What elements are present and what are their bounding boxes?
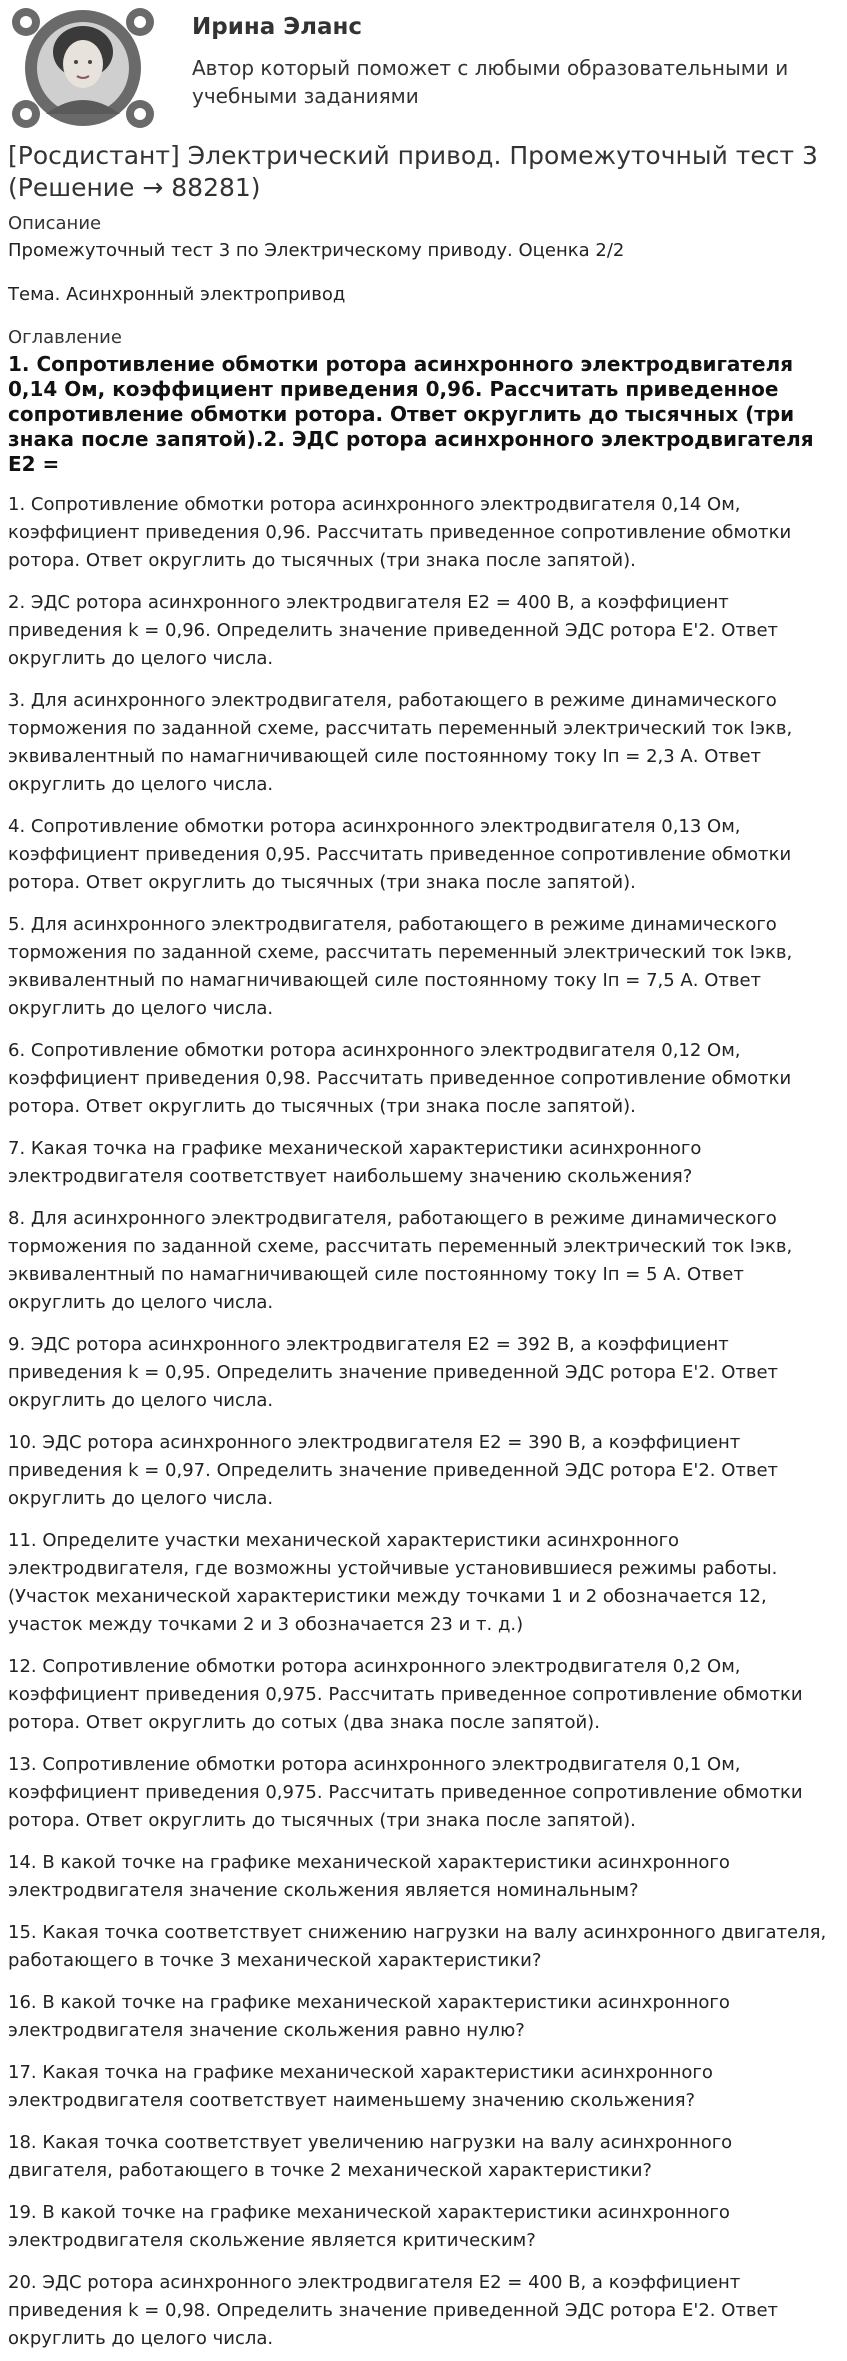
author-name[interactable]: Ирина Эланс	[192, 14, 363, 40]
question-item: 15. Какая точка соответствует снижению нагрузки на валу асинхронного двигателя, работающего в точке 3 механической характеристики?	[8, 1922, 827, 1971]
question-item: 4. Сопротивление обмотки ротора асинхронного электродвигателя 0,13 Ом, коэффициент приведения 0,95. Рассчитать приведенное сопротивление обмотки ротора. Ответ округлить до тысячных (три знака после запятой).	[8, 816, 792, 893]
question-item: 9. ЭДС ротора асинхронного электродвигателя Е2 = 392 В, а коэффициент приведения k = 0,95. Определить значение приведенной ЭДС ротора Е'2. Ответ округлить до целого числа.	[8, 1334, 779, 1411]
avatar-image	[10, 6, 156, 130]
document-content	[8, 140, 838, 2361]
question-item: 16. В какой точке на графике механической характеристики асинхронного электродвигателя значение скольжения равно нулю?	[8, 1992, 730, 2041]
question-item: 18. Какая точка соответствует увеличению нагрузки на валу асинхронного двигателя, работающего в точке 2 механической характеристики?	[8, 2132, 733, 2181]
question-item: 6. Сопротивление обмотки ротора асинхронного электродвигателя 0,12 Ом, коэффициент приведения 0,98. Рассчитать приведенное сопротивление обмотки ротора. Ответ округлить до тысячных (три знака после запятой).	[8, 1040, 792, 1117]
question-item: 10. ЭДС ротора асинхронного электродвигателя Е2 = 390 В, а коэффициент приведения k = 0,97. Определить значение приведенной ЭДС ротора Е'2. Ответ округлить до целого числа.	[8, 1432, 779, 1509]
topic-text: Тема. Асинхронный электропривод	[8, 284, 346, 305]
question-item: 19. В какой точке на графике механической характеристики асинхронного электродвигателя скольжение является критическим?	[8, 2202, 730, 2251]
description-label: Описание	[8, 213, 102, 234]
question-item: 8. Для асинхронного электродвигателя, работающего в режиме динамического торможения по заданной схеме, рассчитать переменный электрический ток Iэкв, эквивалентный по намагничивающей силе постоянному току Iп = 5 А. Ответ округлить до целого числа.	[8, 1208, 793, 1313]
avatar[interactable]	[10, 6, 156, 130]
question-item: 11. Определите участки механической характеристики асинхронного электродвигателя, где возможны устойчивые установившиеся режимы работы. (Участок механической характеристики между точками 1 и 2 обозначается 12, участок между точками 2 и 3 обозначается 23 и т. д.)	[8, 1530, 778, 1635]
author-card	[6, 4, 841, 134]
question-item: 12. Сопротивление обмотки ротора асинхронного электродвигателя 0,2 Ом, коэффициент приведения 0,975. Рассчитать приведенное сопротивление обмотки ротора. Ответ округлить до сотых (два знака после запятой).	[8, 1656, 803, 1733]
author-description: Автор который поможет с любыми образовательными и учебными заданиями	[192, 56, 789, 108]
question-item: 3. Для асинхронного электродвигателя, работающего в режиме динамического торможения по заданной схеме, рассчитать переменный электрический ток Iэкв, эквивалентный по намагничивающей силе постоянному току Iп = 2,3 А. Ответ округлить до целого числа.	[8, 690, 793, 795]
question-item: 2. ЭДС ротора асинхронного электродвигателя Е2 = 400 В, а коэффициент приведения k = 0,96. Определить значение приведенной ЭДС ротора Е'2. Ответ округлить до целого числа.	[8, 592, 779, 669]
question-item: 14. В какой точке на графике механической характеристики асинхронного электродвигателя значение скольжения является номинальным?	[8, 1852, 730, 1901]
toc-heading: 1. Сопротивление обмотки ротора асинхронного электродвигателя 0,14 Ом, коэффициент приведения 0,96. Рассчитать приведенное сопротивление обмотки ротора. Ответ округлить до тысячных (три знака после запятой).2. ЭДС ротора асинхронного электродвигателя Е2 =	[8, 352, 814, 476]
document-title: [Росдистант] Электрический привод. Промежуточный тест 3 (Решение → 88281)	[8, 141, 818, 202]
question-item: 13. Сопротивление обмотки ротора асинхронного электродвигателя 0,1 Ом, коэффициент приведения 0,975. Рассчитать приведенное сопротивление обмотки ротора. Ответ округлить до тысячных (три знака после запятой).	[8, 1754, 803, 1831]
question-item: 5. Для асинхронного электродвигателя, работающего в режиме динамического торможения по заданной схеме, рассчитать переменный электрический ток Iэкв, эквивалентный по намагничивающей силе постоянному току Iп = 7,5 А. Ответ округлить до целого числа.	[8, 914, 793, 1019]
toc-label: Оглавление	[8, 327, 122, 348]
question-list	[8, 483, 838, 2353]
question-item: 17. Какая точка на графике механической характеристики асинхронного электродвигателя соответствует наименьшему значению скольжения?	[8, 2062, 713, 2111]
question-item: 1. Сопротивление обмотки ротора асинхронного электродвигателя 0,14 Ом, коэффициент приведения 0,96. Рассчитать приведенное сопротивление обмотки ротора. Ответ округлить до тысячных (три знака после запятой).	[8, 494, 792, 571]
description-text: Промежуточный тест 3 по Электрическому приводу. Оценка 2/2	[8, 240, 625, 261]
question-item: 20. ЭДС ротора асинхронного электродвигателя Е2 = 400 В, а коэффициент приведения k = 0,98. Определить значение приведенной ЭДС ротора Е'2. Ответ округлить до целого числа.	[8, 2272, 779, 2349]
question-item: 7. Какая точка на графике механической характеристики асинхронного электродвигателя соответствует наибольшему значению скольжения?	[8, 1138, 702, 1187]
